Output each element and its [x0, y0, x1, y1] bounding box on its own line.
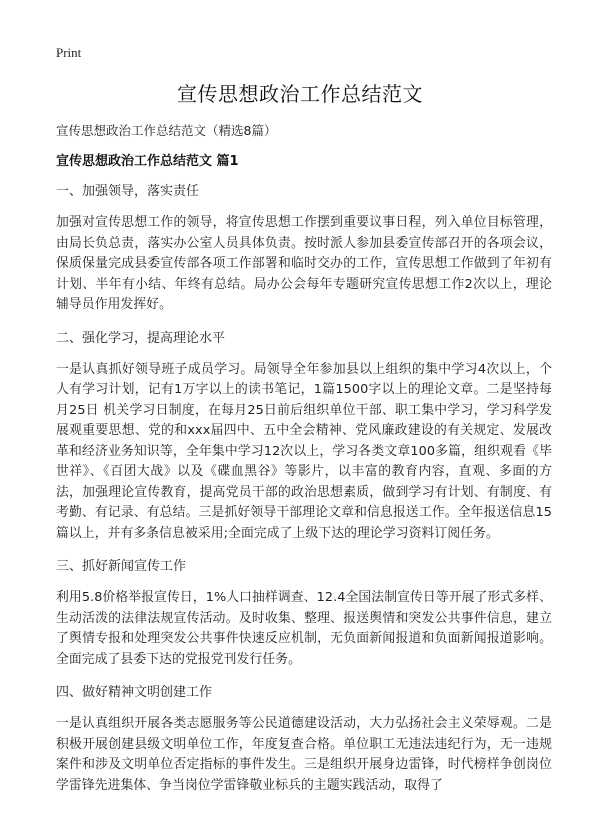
document-body	[56, 181, 552, 796]
section-paragraph: 利用5.8价格举报宣传日，1%人口抽样调查、12.4全国法制宣传日等开展了形式多样、生动活泼的法律法规宣传活动。及时收集、整理、报送舆情和突发公共事件信息，建立了舆情专报和处理突发公共事件快速反应机制，无负面新闻报道和负面新闻报道影响。全面完成了县委下达的党报党刊发行任务。	[56, 590, 552, 667]
section-heading: 一、加强领导，落实责任	[56, 184, 200, 199]
section-heading: 二、强化学习，提高理论水平	[56, 330, 226, 346]
section-paragraph: 加强对宣传思想工作的领导，将宣传思想工作摆到重要议事日程，列入单位目标管理，由局长负总责，落实办公室人员具体负责。按时派人参加县委宣传部召开的各项会议，保质保量完成县委宣传部各项工作部署和临时交办的工作，宣传思想工作做到了年初有计划、半年有小结、年终有总结。局办公会每年专题研究宣传思想工作2次以上，理论辅导员作用发挥好。	[56, 215, 552, 312]
print-label[interactable]: Print	[56, 45, 82, 60]
section-paragraph: 一是认真抓好领导班子成员学习。局领导全年参加县以上组织的集中学习4次以上，个人有学习计划，记有1万字以上的读书笔记，1篇1500字以上的理论文章。二是坚持每月25日 机关学习日制度，在每月25日前后组织单位干部、职工集中学习，学习科学发展观重要思想、党的和xxx届四中、五中全会精神、党风廉政建设的有关规定、发展改革和经济业务知识等，全年集中学习12次以上，学习各类文章100多篇，组织观看《毕世祥》、《百团大战》以及《碟血黑谷》等影片，以丰富的教育内容，直观、多面的方法，加强理论宣传教育，提高党员干部的政治思想素质，做到学习有计划、有制度、有考勤、有记录、有总结。三是抓好领导干部理论文章和信息报送工作。全年报送信息15篇以上，并有多条信息被采用;全面完成了上级下达的理论学习资料订阅任务。	[56, 361, 552, 541]
section-heading: 四、做好精神文明创建工作	[56, 685, 213, 700]
article-heading: 宣传思想政治工作总结范文 篇1	[56, 154, 239, 169]
document-subtitle: 宣传思想政治工作总结范文（精选8篇）	[56, 123, 277, 138]
section-paragraph: 一是认真组织开展各类志愿服务等公民道德建设活动，大力弘扬社会主义荣辱观。二是积极开展创建县级文明单位工作，年度复查合格。单位职工无违法违纪行为，无一违规案件和涉及文明单位否定指标的事件发生。三是组织开展身边雷锋，时代榜样争创岗位学雷锋先进集体、争当岗位学雷锋敬业标兵的主题实践活动，取得了	[56, 716, 552, 793]
page-title: 宣传思想政治工作总结范文	[177, 82, 423, 106]
section-heading: 三、抓好新闻宣传工作	[56, 559, 187, 574]
